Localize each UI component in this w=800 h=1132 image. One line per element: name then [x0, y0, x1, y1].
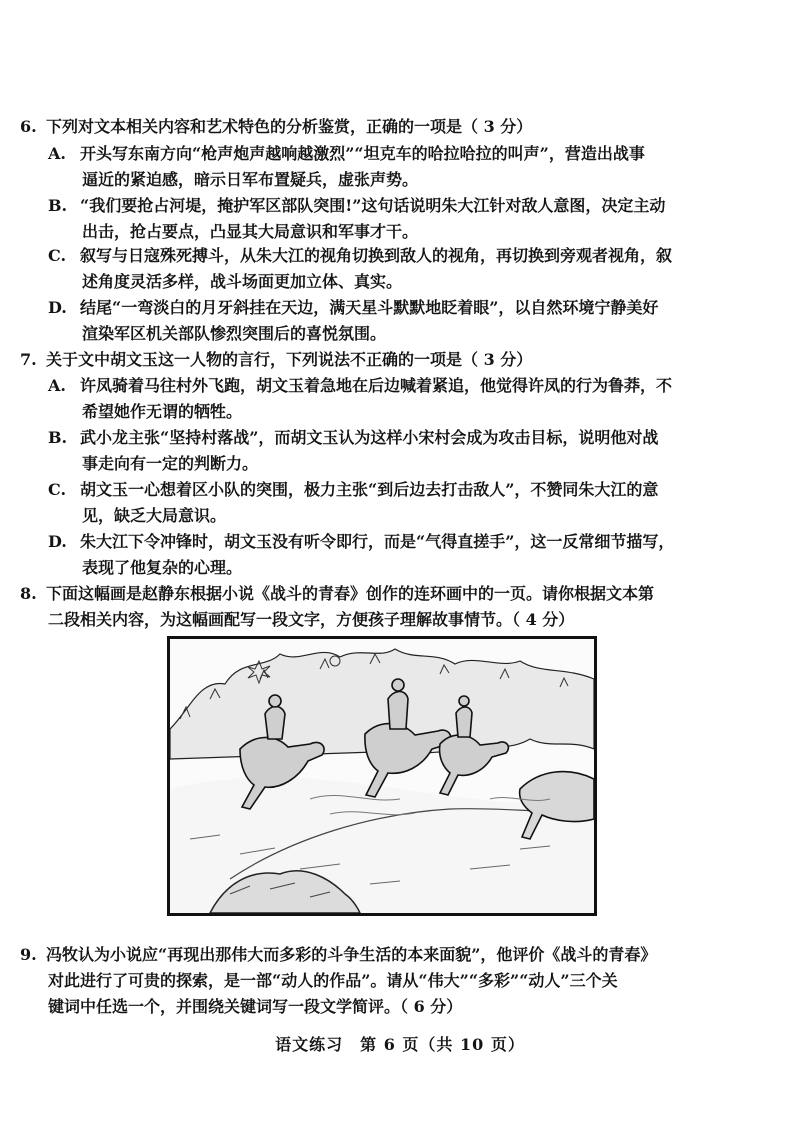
q6-option-d-cont: 渲染军区机关部队惨烈突围后的喜悦氛围。	[82, 324, 387, 343]
q7-option-b: B. 武小龙主张“坚持村落战”，而胡文玉认为这样小宋村会成为攻击目标，说明他对战	[48, 428, 659, 447]
question-8-number: 8.	[20, 584, 37, 603]
question-9-text-line3: 键词中任选一个，并围绕关键词写一段文学简评。（ 6 分）	[48, 997, 463, 1016]
question-9-number: 9.	[20, 945, 37, 964]
q6-option-b-cont: 出击，抢占要点，凸显其大局意识和军事才干。	[82, 222, 419, 241]
horse-right	[440, 735, 509, 795]
rider-center	[388, 692, 408, 730]
q6-option-a: A. 开头写东南方向“枪声炮声越响越激烈”“坦克车的哈拉哈拉的叫声”，营造出战事	[48, 144, 645, 163]
q7-option-c: C. 胡文玉一心想着区小队的突围，极力主张“到后边去打击敌人”，不赞同朱大江的意	[48, 480, 659, 499]
question-8-stem	[20, 580, 740, 608]
rider-left	[265, 707, 285, 740]
q7-option-a: A. 许凤骑着马往村外飞跑，胡文玉着急地在后边喊着紧追，他觉得许凤的行为鲁莽，不	[48, 376, 673, 395]
q7-option-d: D. 朱大江下令冲锋时，胡文玉没有听令即行，而是“气得直搓手”，这一反常细节描写，	[48, 532, 675, 551]
rider-right	[456, 707, 472, 737]
rider-left-head	[269, 695, 281, 707]
q7-option-a-cont: 希望她作无谓的牺牲。	[82, 402, 243, 421]
question-7-number: 7.	[20, 350, 37, 369]
q6-option-c: C. 叙写与日寇殊死搏斗，从朱大江的视角切换到敌人的视角，再切换到旁观者视角，叙	[48, 246, 673, 265]
question-8-text-line1: 下面这幅画是赵静东根据小说《战斗的青春》创作的连环画中的一页。请你根据文本第	[46, 584, 655, 603]
question-9-stem	[20, 941, 740, 969]
question-7-stem	[20, 346, 740, 374]
q6-option-a-cont: 逼近的紧迫感，暗示日军布置疑兵，虚张声势。	[82, 170, 419, 189]
question-6-text: 下列对文本相关内容和艺术特色的分析鉴赏，正确的一项是（ 3 分）	[46, 117, 533, 136]
question-9-text-line1: 冯牧认为小说应“再现出那伟大而多彩的斗争生活的本来面貌”，他评价《战斗的青春》	[46, 945, 657, 964]
question-7-text: 关于文中胡文玉这一人物的言行，下列说法不正确的一项是（ 3 分）	[46, 350, 533, 369]
question-6-number: 6.	[20, 117, 37, 136]
page-footer: 语文练习 第 6 页（共 10 页）	[275, 1035, 525, 1054]
q7-option-d-cont: 表现了他复杂的心理。	[82, 558, 243, 577]
q7-option-c-cont: 见，缺乏大局意识。	[82, 506, 227, 525]
q6-option-d: D. 结尾“一弯淡白的月牙斜挂在天边，满天星斗默默地眨着眼”，以自然环境宁静美好	[48, 298, 659, 317]
comic-illustration	[167, 636, 597, 916]
question-9-text-line2: 对此进行了可贵的探索，是一部“动人的作品”。请从“伟大”“多彩”“动人”三个关	[48, 971, 618, 990]
horse-center	[365, 724, 451, 797]
rider-right-head	[459, 696, 469, 706]
comic-illustration-drawing	[170, 639, 594, 913]
question-8-text-line2: 二段相关内容，为这幅画配写一段文字，方便孩子理解故事情节。（ 4 分）	[48, 610, 575, 629]
question-6-stem	[20, 113, 740, 141]
rider-center-head	[392, 679, 404, 691]
q6-option-c-cont: 述角度灵活多样，战斗场面更加立体、真实。	[82, 272, 403, 291]
q6-option-b: B. “我们要抢占河堤，掩护军区部队突围!”这句话说明朱大江针对敌人意图，决定主动	[48, 196, 666, 215]
q7-option-b-cont: 事走向有一定的判断力。	[82, 454, 259, 473]
